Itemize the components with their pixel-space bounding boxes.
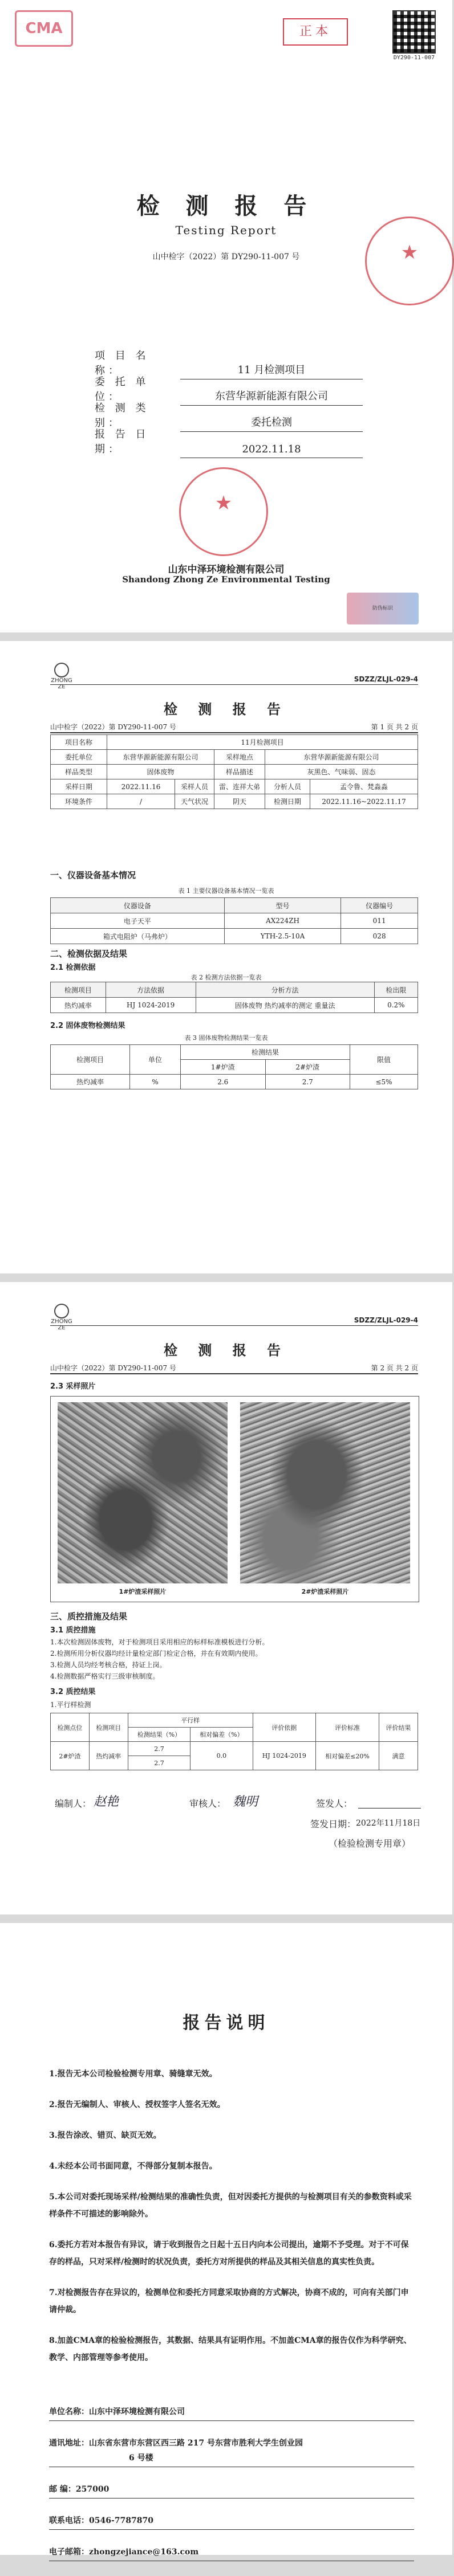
contact-info xyxy=(49,2404,414,2576)
contact-row: 单位名称：山东中泽环境检测有限公司 xyxy=(49,2404,414,2421)
table-header-row: 检测项目 方法依据 分析方法 检出限 xyxy=(51,982,418,998)
subsection-title: 3.2 质控结果 xyxy=(50,1688,96,1696)
equipment-table xyxy=(50,897,418,944)
qc-table xyxy=(50,1713,418,1770)
page-number: 第 1 页 共 2 页 xyxy=(371,723,418,731)
table-row: 项目名称 11月检测项目 xyxy=(51,735,418,750)
report-title: 检 测 报 告 xyxy=(163,701,289,717)
document-code: SDZZ/ZLJL-029-4 xyxy=(354,1316,418,1324)
photo-caption: 1#炉渣采样照片 xyxy=(119,1588,167,1595)
table-header-row: 检测点位 检测项目 平行样 评价依据 评价标准 评价结果 xyxy=(51,1713,418,1728)
sample-photo-1 xyxy=(58,1402,228,1583)
section-title: 一、仪器设备基本情况 xyxy=(50,870,136,880)
table-row: 2.7 xyxy=(51,1756,418,1770)
editor-signature: 赵艳 xyxy=(94,1795,119,1809)
photo-caption: 2#炉渣采样照片 xyxy=(301,1588,349,1595)
sample-photo-2 xyxy=(240,1402,410,1583)
table-header-row: 1#炉渣 2#炉渣 xyxy=(51,1060,418,1075)
section-title: 二、检测依据及结果 xyxy=(50,949,128,959)
contact-row: 联系电话：0546-7787870 xyxy=(49,2513,414,2530)
cover-title: 检 测 报 告 xyxy=(136,193,316,219)
list-item: 8.加盖CMA章的检验检测报告，其数据、结果具有证明作用。不加盖CMA章的报告仅作为科学研究、教学、内部管理等参考使用。 xyxy=(49,2336,412,2362)
subsection-title: 2.3 采样照片 xyxy=(50,1382,96,1391)
cover-field-project: 项 目 名 称： 11 月检测项目 xyxy=(95,353,363,379)
issue-date: 2022年11月18日 xyxy=(356,1819,421,1828)
qc-measures: 1.本次检测固体废物，对于检测项目采用相应的标样标准模板进行分析。 2.检测所用分析仪器均经计量检定部门检定合格，并在有效期内使用。 3.检测人员均经考核合格，持证上岗。 4.检测数据严格实行三级审核制度。 xyxy=(50,1638,269,1680)
original-copy-stamp: 正本 xyxy=(283,18,348,46)
table-caption: 表 3 固体废物检测结果一览表 xyxy=(184,1034,268,1042)
approver-label: 签发人： xyxy=(316,1798,353,1809)
qc-subtitle: 1.平行样检测 xyxy=(50,1701,91,1709)
organization-name: 山东中泽环境检测有限公司 xyxy=(168,564,285,575)
contact-row: 通讯地址：山东省东营市东营区西三路 217 号东营市胜利大学生创业园 6 号楼 xyxy=(49,2436,414,2467)
list-item: 2.报告无编制人、审核人、授权签字人签名无效。 xyxy=(49,2100,225,2109)
table-row: 2#炉渣 热灼减率 2.7 0.0 HJ 1024-2019 相对偏差≤20% 满意 xyxy=(51,1742,418,1756)
list-item: 1.报告无本公司检验检测专用章、骑缝章无效。 xyxy=(49,2069,217,2079)
table-row: 采样日期 2022.11.16 采样人员 雷、连祥大弟 分析人员 孟令鲁、梵淼淼 xyxy=(51,779,418,794)
company-seal-icon: ★ xyxy=(365,217,454,305)
table-header-row: 仪器设备 型号 仪器编号 xyxy=(51,898,418,913)
table-row: 热灼减率 HJ 1024-2019 固体废物 热灼减率的测定 重量法 0.2% xyxy=(51,998,418,1013)
report-page-1 xyxy=(0,641,452,1273)
table-row: 环境条件 / 天气状况 阴天 检测日期 2022.11.16~2022.11.17 xyxy=(51,794,418,809)
cma-mark: CMA xyxy=(15,10,73,47)
anti-counterfeit-label: 防伪标识 xyxy=(347,593,419,624)
issue-date-label: 签发日期： xyxy=(310,1819,356,1830)
cover-field-category: 检 测 类 别： 委托检测 xyxy=(95,406,363,432)
list-item: 5.本公司对委托现场采样/检测结果的准确性负责，但对因委托方提供的与检测项目有关的参数资料或采样条件不可描述的影响除外。 xyxy=(49,2193,412,2219)
table-row: 委托单位 东营华源新能源有限公司 采样地点 东营华源新能源有限公司 xyxy=(51,750,418,765)
testing-seal-icon: ★ xyxy=(179,467,268,556)
report-title: 检 测 报 告 xyxy=(163,1342,289,1358)
reviewer-label: 审核人： xyxy=(189,1798,226,1809)
list-item: 7.对检测报告存在异议的，检测单位和委托方同意采取协商的方式解决，协商不成的，可向有关部门申请仲裁。 xyxy=(49,2288,409,2314)
notes-page xyxy=(0,1923,452,2555)
cover-fields xyxy=(95,350,363,458)
notes-title: 报告说明 xyxy=(183,2013,270,2033)
qr-code-icon xyxy=(392,10,436,54)
cover-subtitle: Testing Report xyxy=(175,223,277,237)
section-title: 三、质控措施及结果 xyxy=(50,1611,128,1622)
report-number: 山中检字（2022）第 DY290-11-007 号 xyxy=(50,723,176,731)
contact-row: 电子邮箱：zhongzejiance@163.com xyxy=(49,2545,414,2561)
table-header-row: 检测项目 单位 检测结果 限值 xyxy=(51,1045,418,1060)
company-logo-icon: ZHONG ZE xyxy=(50,1304,73,1323)
cover-report-number: 山中检字（2022）第 DY290-11-007 号 xyxy=(152,252,300,262)
method-table xyxy=(50,982,418,1013)
stamp-label: （检验检测专用章） xyxy=(329,1838,411,1849)
editor-label: 编制人： xyxy=(55,1798,92,1809)
organization-name-en: Shandong Zhong Ze Environmental Testing xyxy=(122,574,330,585)
info-table xyxy=(50,734,418,809)
cover-field-date: 报 告 日 期： 2022.11.18 xyxy=(95,432,363,458)
company-logo-icon: ZHONG ZE xyxy=(50,663,73,682)
cover-field-client: 委 托 单 位： 东营华源新能源有限公司 xyxy=(95,379,363,406)
document-code: SDZZ/ZLJL-029-4 xyxy=(354,675,418,683)
table-row: 热灼减率 % 2.6 2.7 ≤5% xyxy=(51,1075,418,1089)
report-page-2 xyxy=(0,1282,452,1914)
table-row: 电子天平 AX224ZH 011 xyxy=(51,913,418,929)
contact-row: 邮 编：257000 xyxy=(49,2482,414,2499)
table-row: 箱式电阻炉（马弗炉） YTH-2.5-10A 028 xyxy=(51,929,418,944)
notes-list xyxy=(49,2065,414,2380)
result-table xyxy=(50,1044,418,1089)
qr-code-text: DY290-11-007 xyxy=(393,55,435,61)
list-item: 6.委托方若对本报告有异议，请于收到报告之日起十五日内向本公司提出，逾期不予受理。对于不可保存的样品，只对采样/检测时的状况负责，委托方对所提供的样品及其相关信息的真实性负责。 xyxy=(49,2240,409,2267)
page-number: 第 2 页 共 2 页 xyxy=(371,1364,418,1372)
table-caption: 表 1 主要仪器设备基本情况一览表 xyxy=(178,887,274,895)
subsection-title: 2.1 检测依据 xyxy=(50,964,96,972)
subsection-title: 3.1 质控措施 xyxy=(50,1626,96,1635)
reviewer-signature: 魏明 xyxy=(233,1795,258,1809)
list-item: 3.报告涂改、错页、缺页无效。 xyxy=(49,2131,161,2140)
table-caption: 表 2 检测方法依据一览表 xyxy=(190,974,262,981)
subsection-title: 2.2 固体废物检测结果 xyxy=(50,1022,125,1030)
table-header-row: 检测结果（%） 相对偏差（%） xyxy=(51,1728,418,1742)
report-number: 山中检字（2022）第 DY290-11-007 号 xyxy=(50,1364,176,1372)
list-item: 4.未经本公司书面同意，不得部分复制本报告。 xyxy=(49,2162,217,2171)
table-row: 样品类型 固体废物 样品描述 灰黑色、气味弱、固态 xyxy=(51,765,418,779)
photo-frame xyxy=(50,1396,419,1602)
cover-page xyxy=(0,0,452,632)
